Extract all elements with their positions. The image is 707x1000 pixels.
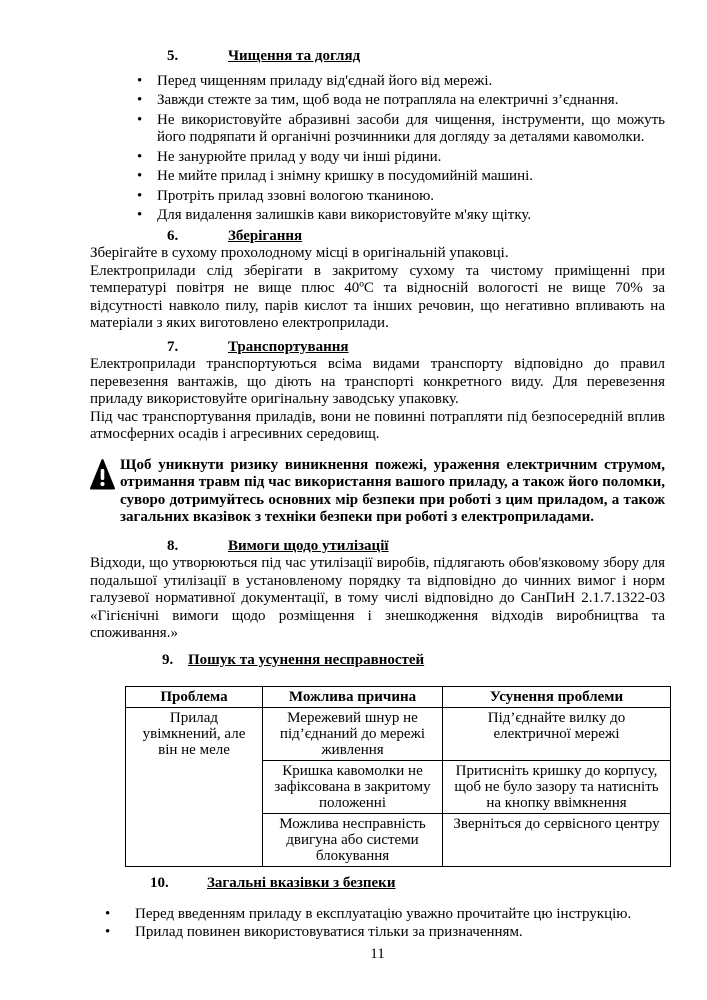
list-item: • Для видалення залишків кави використовуйте м'яку щітку. bbox=[90, 207, 665, 225]
paragraph: Під час транспортування приладів, вони не повинні потрапляти під безпосередній вплив атмосферних осадів і агресивних середовищ. bbox=[90, 408, 665, 442]
cause-cell: Мережевий шнур не під’єднаний до мережі живлення bbox=[263, 708, 443, 761]
list-item: • Перед введенням приладу в експлуатацію уважно прочитайте цю інструкцію. bbox=[90, 906, 665, 924]
section-heading-9 bbox=[90, 652, 665, 670]
paragraph: Електроприлади транспортуються всіма видами транспорту відповідно до правил перевезення вантажів, що діють на транспорті конкретного виду. Для перевезення приладу використовуйте оригінальну заводську упаковку. bbox=[90, 356, 665, 407]
section-heading-8 bbox=[90, 538, 665, 556]
table-header-row bbox=[126, 687, 671, 708]
section-title: Зберігання bbox=[228, 227, 303, 244]
section-number: 6. bbox=[167, 227, 179, 244]
section-disposal bbox=[90, 538, 665, 643]
section-title: Вимоги щодо утилізації bbox=[228, 537, 389, 554]
section-heading-7 bbox=[90, 339, 665, 357]
table-row bbox=[126, 708, 671, 761]
section-storage bbox=[90, 228, 665, 333]
solution-cell: Під’єднайте вилку до електричної мережі bbox=[443, 708, 671, 761]
section-heading-6 bbox=[90, 228, 665, 246]
cause-cell: Кришка кавомолки не зафіксована в закритому положенні bbox=[263, 761, 443, 814]
section-heading-10 bbox=[90, 875, 665, 893]
cause-cell: Можлива несправність двигуна або системи блокування bbox=[263, 814, 443, 867]
list-item: • Завжди стежте за тим, щоб вода не потрапляла на електричні з’єднання. bbox=[90, 92, 665, 110]
column-header: Проблема bbox=[126, 687, 263, 708]
section-number: 5. bbox=[167, 48, 179, 64]
section-general-safety bbox=[90, 875, 665, 942]
solution-cell: Зверніться до сервісного центру bbox=[443, 814, 671, 867]
section-title: Транспортування bbox=[228, 338, 349, 355]
column-header: Можлива причина bbox=[263, 687, 443, 708]
paragraph: Зберігайте в сухому прохолодному місці в оригінальній упаковці. bbox=[90, 245, 509, 261]
section-cleaning bbox=[90, 48, 665, 225]
troubleshooting-table bbox=[125, 686, 671, 867]
section-troubleshooting bbox=[90, 652, 665, 868]
cleaning-bullet-list bbox=[90, 73, 665, 225]
paragraph: Електроприлади слід зберігати в закритому сухому та чистому приміщенні при температурі повітря не вище плюс 40ºС та відносній вологості не вище 70% за відсутності навколо пилу, парів кислот та інших речовин, що негативно впливають на матеріали з яких виготовлено електроприлади. bbox=[90, 262, 665, 331]
list-item: • Не використовуйте абразивні засоби для чищення, інструменти, що можуть його подряпати й органічні розчинники для догляду за деталями кавомолки. bbox=[90, 112, 665, 147]
list-item: • Перед чищенням приладу від'єднай його від мережі. bbox=[90, 73, 665, 91]
section-title: Пошук та усунення несправностей bbox=[188, 651, 425, 668]
paragraph: Відходи, що утворюються під час утилізації виробів, підлягають обов'язковому збору для подальшої утилізації в установленому порядку та відповідно до чинних вимог і норм галузевої нормативної документації, в тому числі відповідно до СанПиН 2.1.7.1322-03 «Гігієнічні вимоги щодо розміщення і знешкодження відходів виробництва та споживання.» bbox=[90, 555, 665, 641]
section-number: 7. bbox=[167, 338, 179, 355]
section-heading-5 bbox=[90, 48, 665, 66]
warning-triangle-icon bbox=[90, 457, 120, 527]
page-number: 11 bbox=[370, 945, 385, 962]
section-number: 9. bbox=[162, 651, 174, 668]
warning-text: Щоб уникнути ризику виникнення пожежі, ураження електричним струмом, отримання травм під час використання вашого приладу, а також його поломки, суворо дотримуйтесь основних мір безпеки при роботі з цим приладом, а також загальних вказівок з техніки безпеки при роботі з електроприладами. bbox=[120, 456, 665, 525]
section-number: 10. bbox=[150, 875, 169, 891]
problem-cell: Прилад увімкнений, але він не меле bbox=[126, 708, 263, 867]
solution-cell: Притисніть кришку до корпусу, щоб не було зазору та натисніть на кнопку ввімкнення bbox=[443, 761, 671, 814]
section-title: Чищення та догляд bbox=[228, 48, 361, 64]
list-item: • Не занурюйте прилад у воду чи інші рідини. bbox=[90, 149, 665, 167]
column-header: Усунення проблеми bbox=[443, 687, 671, 708]
safety-bullet-list bbox=[90, 906, 665, 942]
warning-callout bbox=[90, 457, 665, 527]
list-item: • Не мийте прилад і знімну кришку в посудомийній машині. bbox=[90, 168, 665, 186]
list-item: • Протріть прилад ззовні вологою тканиною. bbox=[90, 188, 665, 206]
section-transport bbox=[90, 339, 665, 444]
section-number: 8. bbox=[167, 537, 179, 554]
section-title: Загальні вказівки з безпеки bbox=[207, 875, 396, 891]
list-item: • Прилад повинен використовуватися тільки за призначенням. bbox=[90, 924, 665, 942]
